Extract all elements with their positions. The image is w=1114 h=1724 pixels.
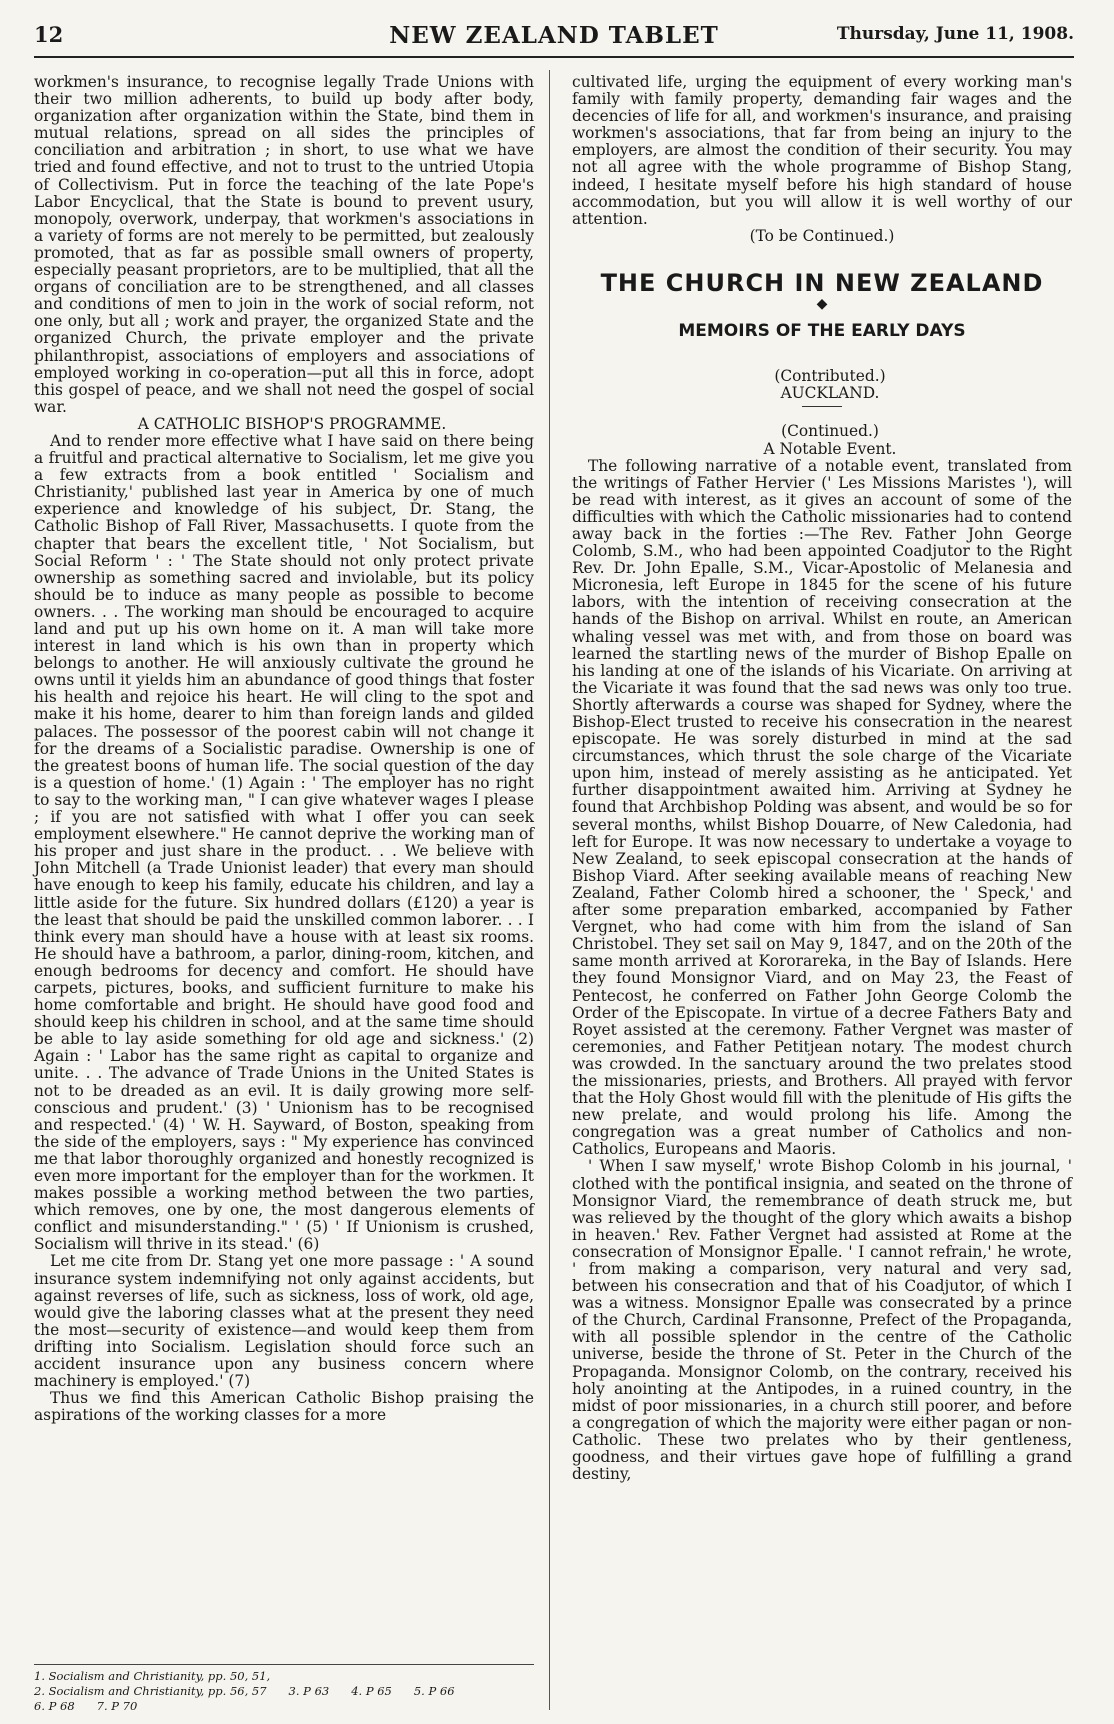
- article-title: THE CHURCH IN NEW ZEALAND: [600, 268, 1044, 297]
- left-paragraph-2: And to render more effective what I have said on there being a fruitful and practical alternative to Socialism, let me give you a few extracts from a book entitled ' Socialism and Christianity,' published last year in America by one of much experience and knowledge of his subject, Dr. Stang, the Catholic Bishop of Fall River, Massachusetts. I quote from the chapter that bears the excellent title, ' Not Socialism, but Social Reform ' : ' The State should not only protect private ownership as something sacred and inviolable, but its policy should be to induce as many people as possible to become owners. . . The working man should be encouraged to acquire land and put up his own home on it. A man will take more interest in land which is his own than in property which belongs to another. He will anxiously cultivate the ground he owns until it yields him an abundance of good things that foster his health and rejoice his heart. He will cling to the spot and make it his home, dearer to him than foreign lands and gilded palaces. The possessor of the poorest cabin will not change it for the dreams of a Socialistic paradise. Ownership is one of the greatest boons of human life. The social question of the day is a question of home.' (1) Again : ' The employer has no right to say to the working man, " I can give whatever wages I please ; if you are not satisfied with what I offer you can seek employment elsewhere." He cannot deprive the working man of his proper and just share in the product. . . We believe with John Mitchell (a Trade Unionist leader) that every man should have enough to keep his family, educate his children, and lay a little aside for the future. Six hundred dollars (£120) a year is the least that should be paid the unskilled common laborer. . . I think every man should have a house with at least six rooms. He should have a bathroom, a parlor, dining-room, kitchen, and enough bedrooms for decency and comfort. He should have carpets, pictures, books, and sufficient furniture to make his home comfortable and bright. He should have good food and should keep his children in school, and at the same time should be able to lay aside something for old age and sickness.' (2) Again : ' Labor has the same right as capital to organize and unite. . . The advance of Trade Unions in the United States is not to be dreaded as an evil. It is daily growing more self-conscious and prudent.' (3) ' Unionism has to be recognised and respected.' (4) ' W. H. Sayward, of Boston, speaking from the side of the employers, says : " My experience has convinced me that labor thoroughly organized and honestly recognized is even more important for the employer than for the workmen. It makes possible a working method between the two parties, which removes, one by one, the most dangerous elements of conflict and misunderstanding." ' (5) ' If Unionism is crushed, Socialism will thrive in its stead.' (6): [34, 431, 534, 1254]
- footnote-7: 7. P 70: [96, 1699, 138, 1713]
- right-paragraph-1: cultivated life, urging the equipment of every working man's family with family property, demanding fair wages and the decencies of life for all, and workmen's insurance, and praising workmen's associations, that far from being an injury to the employers, are almost the condition of their security. You may not all agree with the whole programme of Bishop Stang, indeed, I hesitate myself before his high standard of house accommodation, but you will allow it is well worthy of our attention.: [572, 73, 1072, 228]
- footnote-6: 6. P 68: [34, 1699, 75, 1713]
- footnote-2: 2. Socialism and Christianity, pp. 56, 57: [34, 1684, 267, 1698]
- right-column: [572, 74, 1072, 1714]
- contributed-label: (Contributed.): [774, 367, 886, 386]
- notable-event-heading: A Notable Event.: [763, 439, 897, 458]
- left-paragraph-4: Thus we find this American Catholic Bishop praising the aspirations of the working classes for a more: [34, 1389, 534, 1425]
- footnote-line: [34, 1669, 534, 1684]
- footnote-1: 1. Socialism and Christianity, pp. 50, 51,: [34, 1669, 271, 1683]
- page-number: 12: [34, 22, 64, 47]
- footnote-line: [34, 1699, 534, 1714]
- left-paragraph-1: workmen's insurance, to recognise legally Trade Unions with their two million adherents, to build up body after body, organization after organization within the State, bind them in mutual relations, spread on all sides the principles of conciliation and arbitration ; in short, to use what we have tried and found effective, and not to trust to the untried Utopia of Collectivism. Put in force the teaching of the late Pope's Labor Encyclical, that the State is bound to prevent usury, monopoly, overwork, underpay, that workmen's associations in a variety of forms are not merely to be permitted, but zealously promoted, that as far as possible small owners of property, especially peasant proprietors, are to be multiplied, that all the organs of conciliation are to be strengthened, and all classes and conditions of men to join in the work of social reform, not one only, but all ; work and prayer, the organized State and the organized Church, the private employer and the private philanthropist, associations of employers and associations of employed working in co-operation—put all this in force, adopt this gospel of peace, and we shall not need the gospel of social war.: [34, 73, 534, 416]
- right-paragraph-2: The following narrative of a notable event, translated from the writings of Father Hervier (' Les Missions Maristes '), will be read with interest, as it gives an account of some of the difficulties with which the Catholic missionaries had to contend away back in the forties :—The Rev. Father John George Colomb, S.M., who had been appointed Coadjutor to the Right Rev. Dr. John Epalle, S.M., Vicar-Apostolic of Melanesia and Micronesia, left Europe in 1845 for the scene of his future labors, with the intention of receiving consecration at the hands of the Bishop on arrival. Whilst en route, an American whaling vessel was met with, and from those on board was learned the startling news of the murder of Bishop Epalle on his landing at one of the islands of his Vicariate. On arriving at the Vicariate it was found that the sad news was only too true. Shortly afterwards a course was shaped for Sydney, where the Bishop-Elect trusted to receive his consecration in the nearest episcopate. He was sorely disturbed in mind at the sad circumstances, which thrust the sole charge of the Vicariate upon him, instead of merely assisting as he anticipated. Yet further disappointment awaited him. Arriving at Sydney he found that Archbishop Polding was absent, and would be so for several months, whilst Bishop Douarre, of New Caledonia, had left for Europe. It was now necessary to undertake a voyage to New Zealand, to seek episcopal consecration at the hands of Bishop Viard. After seeking available means of reaching New Zealand, Father Colomb hired a schooner, the ' Speck,' and after some preparation embarked, accompanied by Father Vergnet, who had come with him from the island of San Christobel. They set sail on May 9, 1847, and on the 20th of the same month arrived at Kororareka, in the Bay of Islands. Here they found Monsignor Viard, and on May 23, the Feast of Pentecost, he conferred on Father John George Colomb the Order of the Episcopate. In virtue of a decree Fathers Baty and Royet assisted at the ceremony. Father Vergnet was master of ceremonies, and Father Petitjean notary. The modest church was crowded. In the sanctuary around the two prelates stood the missionaries, priests, and Brothers. All prayed with fervor that the Holy Ghost would fill with the plenitude of His gifts the new prelate, and would prolong his life. Among the congregation was a great number of Catholics and non-Catholics, Europeans and Maoris.: [572, 456, 1072, 1159]
- place-label: AUCKLAND.: [780, 384, 880, 403]
- column-divider: [549, 70, 550, 1710]
- section-subheading: A CATHOLIC BISHOP'S PROGRAMME.: [137, 414, 447, 433]
- ornament-icon: ◆: [816, 296, 828, 313]
- newspaper-title: NEW ZEALAND TABLET: [389, 22, 719, 49]
- to-be-continued: (To be Continued.): [749, 226, 895, 245]
- page-header: [34, 22, 1074, 52]
- footnote-line: [34, 1684, 534, 1699]
- article-subtitle: MEMOIRS OF THE EARLY DAYS: [678, 321, 966, 342]
- issue-date: Thursday, June 11, 1908.: [836, 24, 1074, 44]
- right-paragraph-3: ' When I saw myself,' wrote Bishop Colomb in his journal, ' clothed with the pontifical insignia, and seated on the throne of Monsignor Viard, the remembrance of death struck me, but was relieved by the thought of the glory which awaits a bishop in heaven.' Rev. Father Vergnet had assisted at Rome at the consecration of Monsignor Epalle. ' I cannot refrain,' he wrote, ' from making a comparison, very natural and very sad, between his consecration and that of his Coadjutor, of which I was a witness. Monsignor Epalle was consecrated by a prince of the Church, Cardinal Fransonne, Prefect of the Propaganda, with all possible splendor in the centre of the Catholic universe, beside the throne of St. Peter in the Church of the Propaganda. Monsignor Colomb, on the contrary, received his holy anointing at the Antipodes, in a ruined country, in the midst of poor missionaries, in a church still poorer, and before a congregation of which the majority were either pagan or non-Catholic. These two prelates who by their gentleness, goodness, and their virtues gave hope of fulfilling a grand destiny,: [572, 1157, 1072, 1484]
- footnote-3: 3. P 63: [288, 1684, 330, 1698]
- footnote-rule: [34, 1664, 534, 1665]
- footnote-5: 5. P 66: [413, 1684, 455, 1698]
- left-paragraph-3: Let me cite from Dr. Stang yet one more passage : ' A sound insurance system indemnifying not only against accidents, but against reverses of life, such as sickness, loss of work, old age, would give the laboring classes what at the present they need the most—security of existence—and would keep them from drifting into Socialism. Legislation should force such an accident insurance upon any business concern where machinery is employed.' (7): [34, 1252, 534, 1391]
- continued-label: (Continued.): [781, 422, 879, 441]
- left-column: [34, 74, 534, 1684]
- footnote-4: 4. P 65: [351, 1684, 392, 1698]
- footnotes: [34, 1664, 534, 1714]
- short-rule: [802, 406, 842, 407]
- header-rule: [34, 56, 1074, 58]
